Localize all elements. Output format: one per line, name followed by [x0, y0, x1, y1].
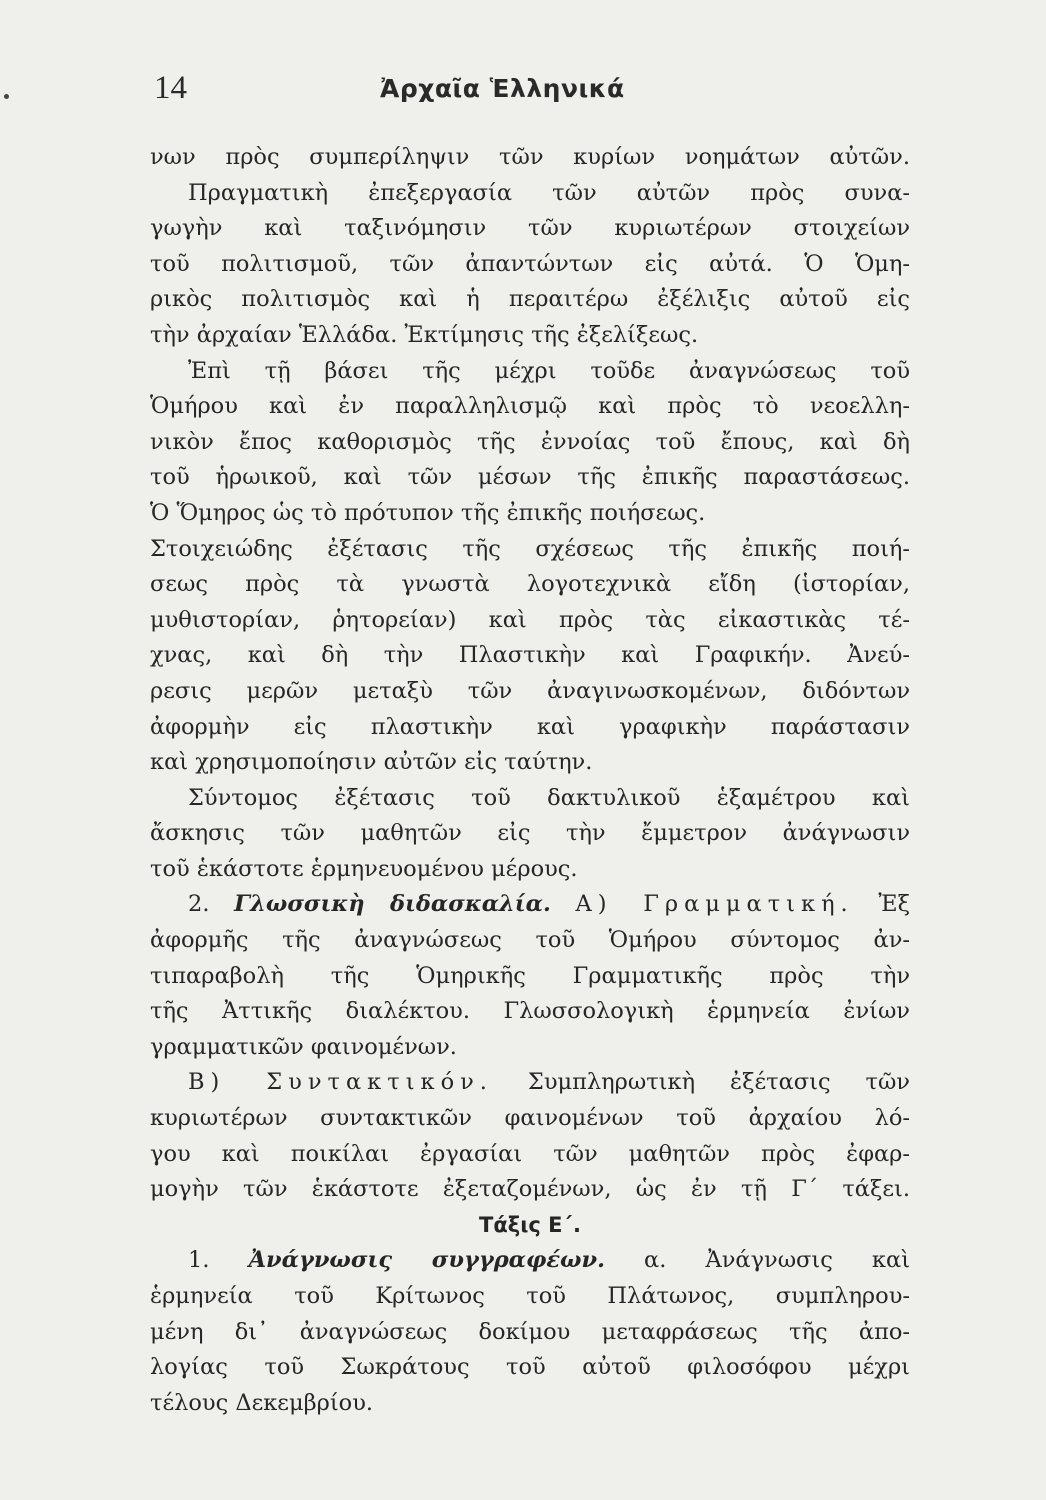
text-line: ρικὸς πολιτισμὸς καὶ ἡ περαιτέρω ἐξέλιξις αὐτοῦ εἰς [150, 286, 910, 313]
text-line: ἀφορμῆς τῆς ἀναγνώσεως τοῦ Ὁμήρου σύντομος ἀν- [150, 927, 910, 954]
running-title: Ἀρχαῖα Ἑλληνικά [380, 74, 625, 103]
section-heading: Ἀνάγνωσις συγγραφέων. [248, 1247, 605, 1274]
text-line: τιπαραβολὴ τῆς Ὁμηρικῆς Γραμματικῆς πρὸς τὴν [150, 962, 910, 989]
text-line: γωγὴν καὶ ταξινόμησιν τῶν κυριωτέρων στοιχείων [150, 215, 910, 242]
text-line: τέλους Δεκεμβρίου. [150, 1389, 374, 1416]
section-heading: Γλωσσικὴ διδασκαλία. [234, 891, 551, 918]
subsection-heading-line [150, 1065, 910, 1101]
subsection-heading: Β) Συντακτικόν. [188, 1069, 493, 1096]
text-line: τοῦ ἑκάστοτε ἑρμηνευομένου μέρους. [150, 855, 578, 882]
text-line: Σύντομος ἐξέτασις τοῦ δακτυλικοῦ ἑξαμέτρου καὶ [188, 784, 910, 811]
text-line: χνας, καὶ δὴ τὴν Πλαστικὴν καὶ Γραφικήν. Ἀνεύ- [150, 642, 910, 669]
body-text [150, 140, 910, 1421]
text-line: νικὸν ἔπος καθορισμὸς τῆς ἐννοίας τοῦ ἔπους, καὶ δὴ [150, 428, 910, 455]
text-fragment: α. Ἀνάγνωσις καὶ [644, 1247, 911, 1274]
margin-speck [4, 94, 9, 99]
text-line: ρεσις μερῶν μεταξὺ τῶν ἀναγινωσκομένων, διδόντων [150, 677, 910, 704]
text-line: Ἐπὶ τῇ βάσει τῆς μέχρι τοῦδε ἀναγνώσεως τοῦ [188, 357, 910, 384]
text-line: μυθιστορίαν, ῥητορείαν) καὶ πρὸς τὰς εἰκαστικὰς τέ- [150, 606, 910, 633]
text-line: γου καὶ ποικίλαι ἐργασίαι τῶν μαθητῶν πρὸς ἐφαρ- [150, 1140, 910, 1167]
text-line: τοῦ πολιτισμοῦ, τῶν ἀπαντώντων εἰς αὐτά. Ὁ Ὁμη- [150, 250, 910, 277]
subsection-heading: Α) Γραμματική. [575, 891, 854, 918]
text-line: μογὴν τῶν ἑκάστοτε ἐξεταζομένων, ὡς ἐν τῇ Γ´ τάξει. [150, 1176, 910, 1203]
text-line: μένη δι᾽ ἀναγνώσεως δοκίμου μεταφράσεως τῆς ἀπο- [150, 1318, 910, 1345]
text-line: ἑρμηνεία τοῦ Κρίτωνος τοῦ Πλάτωνος, συμπληρου- [150, 1283, 910, 1309]
text-fragment: Συμπληρωτικὴ ἐξέτασις τῶν [527, 1069, 910, 1096]
text-line: ἀφορμὴν εἰς πλαστικὴν καὶ γραφικὴν παράστασιν [150, 713, 910, 740]
text-line: λογίας τοῦ Σωκράτους τοῦ αὐτοῦ φιλοσόφου μέχρι [150, 1354, 910, 1381]
text-line: Στοιχειώδης ἐξέτασις τῆς σχέσεως τῆς ἐπικῆς ποιή- [150, 535, 910, 562]
section-heading-line [150, 887, 910, 923]
text-line: τῆς Ἀττικῆς διαλέκτου. Γλωσσολογικὴ ἑρμηνεία ἐνίων [150, 998, 910, 1025]
page-number: 14 [154, 70, 187, 106]
text-line: γραμματικῶν φαινομένων. [150, 1033, 457, 1060]
text-line: νων πρὸς συμπερίληψιν τῶν κυρίων νοημάτων αὐτῶν. [150, 144, 910, 170]
class-heading: Τάξις Ε´. [479, 1212, 581, 1237]
section-number: 2. [188, 891, 210, 918]
text-line: τὴν ἀρχαίαν Ἑλλάδα. Ἐκτίμησις τῆς ἐξελίξεως. [150, 321, 699, 348]
section-number: 1. [188, 1247, 210, 1274]
text-line: Πραγματικὴ ἐπεξεργασία τῶν αὐτῶν πρὸς συνα- [188, 179, 910, 206]
text-line: τοῦ ἡρωικοῦ, καὶ τῶν μέσων τῆς ἐπικῆς παραστάσεως. [150, 464, 910, 491]
text-fragment: Ἐξ [878, 891, 910, 918]
text-line: ἄσκησις τῶν μαθητῶν εἰς τὴν ἔμμετρον ἀνάγνωσιν [150, 820, 910, 847]
text-line: κυριωτέρων συντακτικῶν φαινομένων τοῦ ἀρχαίου λό- [150, 1105, 910, 1132]
text-line: Ὁμήρου καὶ ἐν παραλληλισμῷ καὶ πρὸς τὸ νεοελλη- [150, 393, 910, 420]
page-header [150, 70, 910, 110]
section-heading-line [150, 1243, 910, 1279]
text-line: καὶ χρησιμοποίησιν αὐτῶν εἰς ταύτην. [150, 749, 593, 776]
text-line: Ὁ Ὅμηρος ὡς τὸ πρότυπον τῆς ἐπικῆς ποιήσεως. [150, 499, 706, 526]
text-line: σεως πρὸς τὰ γνωστὰ λογοτεχνικὰ εἴδη (ἱστορίαν, [150, 571, 910, 598]
